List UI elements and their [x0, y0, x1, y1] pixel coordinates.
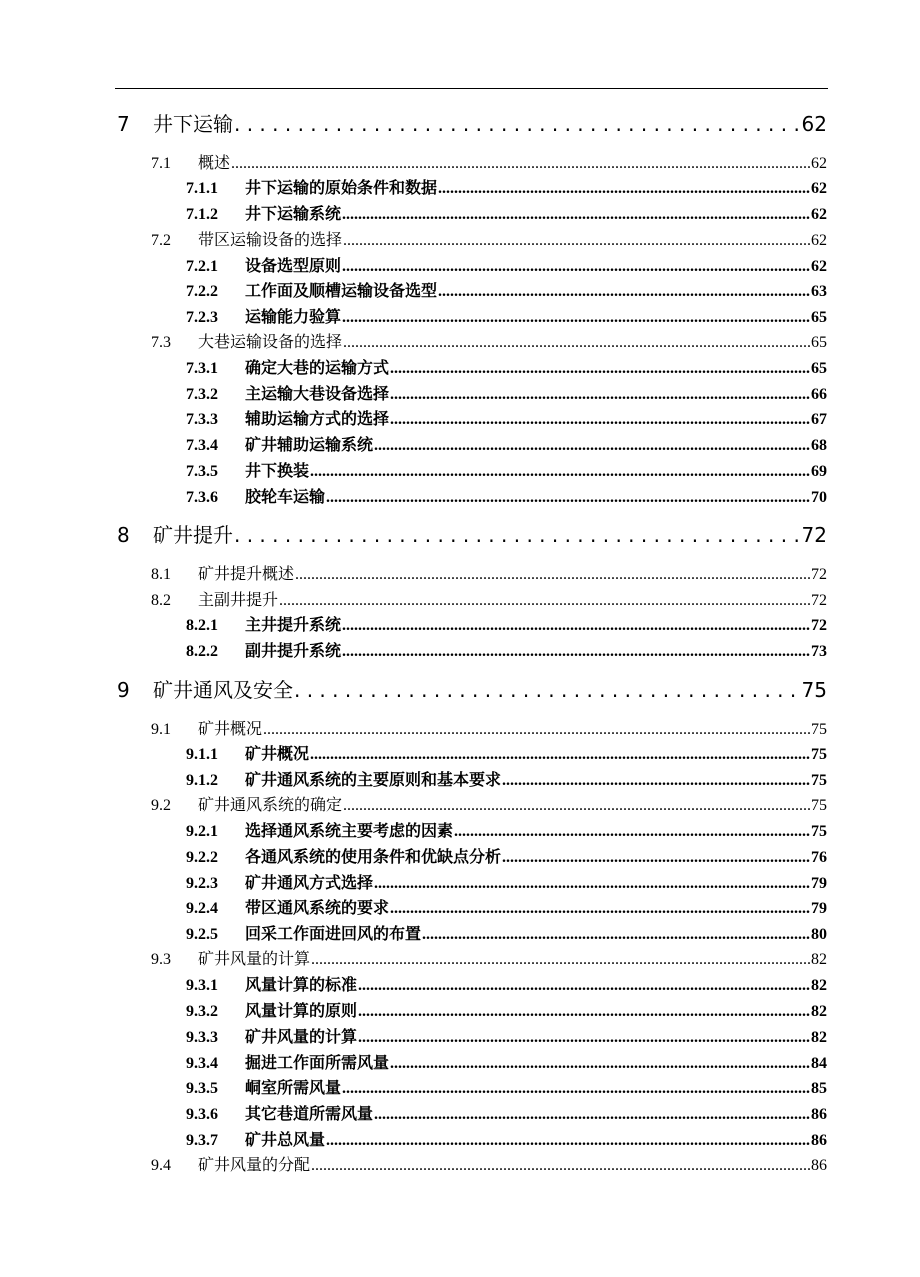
toc-entry-page-number: 86: [811, 1157, 827, 1174]
toc-entry-page-number: 82: [811, 951, 827, 968]
toc-entry-page-number: 79: [811, 900, 827, 917]
toc-entry-title: 大巷运输设备的选择: [198, 334, 343, 351]
toc-entry-page-number: 66: [811, 386, 827, 403]
toc-entry-level3[interactable]: [186, 432, 827, 455]
toc-entry-page-number: 72: [811, 566, 827, 583]
toc-entry-level3[interactable]: [186, 355, 827, 378]
toc-entry-level3[interactable]: [186, 1050, 827, 1073]
toc-entry-title: 井下运输: [153, 112, 233, 136]
toc-entry-number: 8.2.1: [186, 617, 218, 634]
toc-entry-page-number: 62: [811, 232, 827, 249]
toc-entry-level3[interactable]: [186, 844, 827, 867]
toc-dot-leader: [390, 411, 810, 429]
toc-entry-level2[interactable]: [151, 227, 827, 250]
toc-entry-level3[interactable]: [186, 895, 827, 918]
toc-entry-level3[interactable]: [186, 612, 827, 635]
toc-dot-leader: [311, 951, 810, 969]
toc-entry-number: 9.1.2: [186, 772, 218, 789]
toc-entry-level3[interactable]: [186, 381, 827, 404]
toc-entry-page-number: 86: [811, 1132, 827, 1149]
toc-dot-leader: [358, 1003, 810, 1021]
toc-entry-level3[interactable]: [186, 638, 827, 661]
toc-entry-number: 7.3: [151, 334, 171, 351]
toc-entry-number: 9.3.3: [186, 1029, 218, 1046]
toc-dot-leader: [358, 1029, 810, 1047]
toc-entry-page-number: 79: [811, 875, 827, 892]
toc-entry-page-number: 65: [811, 360, 827, 377]
toc-entry-title: 概述: [198, 155, 231, 172]
toc-dot-leader: [390, 386, 810, 404]
toc-entry-number: 7.3.2: [186, 386, 218, 403]
toc-entry-level3[interactable]: [186, 1101, 827, 1124]
toc-entry-level3[interactable]: [186, 818, 827, 841]
toc-entry-level3[interactable]: [186, 406, 827, 429]
toc-entry-title: 矿井通风方式选择: [245, 875, 374, 892]
toc-dot-leader: [374, 875, 810, 893]
toc-dot-leader: [343, 797, 810, 815]
toc-entry-level3[interactable]: [186, 484, 827, 507]
toc-entry-number: 8.1: [151, 566, 171, 583]
toc-entry-level3[interactable]: [186, 253, 827, 276]
toc-dot-leader: [454, 823, 810, 841]
toc-entry-title: 带区运输设备的选择: [198, 232, 343, 249]
toc-entry-title: 井下换装: [245, 463, 310, 480]
toc-entry-page-number: 62: [811, 258, 827, 275]
toc-dot-leader: [502, 772, 810, 790]
toc-dot-leader: [342, 206, 810, 224]
toc-entry-number: 7.2.2: [186, 283, 218, 300]
toc-entry-number: 7: [117, 112, 130, 136]
toc-entry-level2[interactable]: [151, 792, 827, 815]
toc-entry-title: 矿井概况: [198, 721, 263, 738]
toc-entry-number: 9.2.3: [186, 875, 218, 892]
toc-dot-leader: [231, 155, 810, 173]
toc-entry-title: 矿井风量的计算: [245, 1029, 358, 1046]
toc-entry-number: 7.1.2: [186, 206, 218, 223]
toc-entry-level2[interactable]: [151, 150, 827, 173]
toc-entry-title: 带区通风系统的要求: [245, 900, 390, 917]
toc-entry-title: 回采工作面进回风的布置: [245, 926, 422, 943]
toc-entry-title: 风量计算的标准: [245, 977, 358, 994]
toc-entry-page-number: 76: [811, 849, 827, 866]
toc-entry-number: 9.3.5: [186, 1080, 218, 1097]
toc-dot-leader: [374, 437, 810, 455]
toc-entry-title: 辅助运输方式的选择: [245, 411, 390, 428]
toc-entry-page-number: 69: [811, 463, 827, 480]
toc-entry-title: 主副井提升: [198, 592, 279, 609]
toc-entry-level2[interactable]: [151, 329, 827, 352]
toc-entry-title: 设备选型原则: [245, 258, 342, 275]
toc-entry-title: 矿井辅助运输系统: [245, 437, 374, 454]
toc-dot-leader: [438, 283, 810, 301]
toc-dot-leader: [310, 746, 810, 764]
toc-dot-leader: [438, 180, 810, 198]
toc-entry-page-number: 80: [811, 926, 827, 943]
toc-entry-title: 掘进工作面所需风量: [245, 1055, 390, 1072]
toc-entry-title: 主运输大巷设备选择: [245, 386, 390, 403]
toc-entry-level3[interactable]: [186, 175, 827, 198]
toc-entry-number: 7.2.3: [186, 309, 218, 326]
toc-entry-title: 矿井风量的计算: [198, 951, 311, 968]
toc-entry-level3[interactable]: [186, 998, 827, 1021]
toc-entry-title: 矿井风量的分配: [198, 1157, 311, 1174]
toc-entry-level3[interactable]: [186, 921, 827, 944]
toc-entry-level2[interactable]: [151, 946, 827, 969]
toc-entry-level3[interactable]: [186, 201, 827, 224]
toc-entry-title: 矿井总风量: [245, 1132, 326, 1149]
toc-dot-leader: [342, 643, 810, 661]
toc-entry-number: 9.2.5: [186, 926, 218, 943]
toc-entry-title: 矿井通风系统的主要原则和基本要求: [245, 772, 502, 789]
toc-entry-number: 7.2: [151, 232, 171, 249]
toc-dot-leader: [342, 1080, 810, 1098]
toc-entry-title: 选择通风系统主要考虑的因素: [245, 823, 454, 840]
toc-entry-level3[interactable]: [186, 741, 827, 764]
toc-dot-leader: [374, 1106, 810, 1124]
toc-entry-page-number: 62: [811, 206, 827, 223]
toc-entry-number: 7.1.1: [186, 180, 218, 197]
toc-entry-page-number: 75: [811, 823, 827, 840]
toc-entry-number: 9.3.1: [186, 977, 218, 994]
toc-dot-leader: [390, 360, 810, 378]
toc-entry-page-number: 63: [811, 283, 827, 300]
toc-entry-page-number: 75: [811, 721, 827, 738]
toc-entry-page-number: 75: [811, 746, 827, 763]
toc-entry-title: 确定大巷的运输方式: [245, 360, 390, 377]
toc-entry-page-number: 70: [811, 489, 827, 506]
toc-entry-page-number: 82: [811, 1003, 827, 1020]
toc-entry-page-number: 82: [811, 1029, 827, 1046]
toc-entry-number: 7.2.1: [186, 258, 218, 275]
toc-entry-number: 9.2.2: [186, 849, 218, 866]
toc-dot-leader: [502, 849, 810, 867]
toc-entry-page-number: 73: [811, 643, 827, 660]
toc-dot-leader: [422, 926, 810, 944]
toc-entry-number: 9.2.4: [186, 900, 218, 917]
toc-entry-page-number: 86: [811, 1106, 827, 1123]
toc-entry-number: 9.3.4: [186, 1055, 218, 1072]
toc-entry-level2[interactable]: [151, 1152, 827, 1175]
toc-entry-number: 7.1: [151, 155, 171, 172]
toc-dot-leader: [295, 566, 810, 584]
toc-dot-leader: [326, 489, 810, 507]
toc-entry-number: 9.4: [151, 1157, 171, 1174]
toc-dot-leader: [342, 617, 810, 635]
toc-entry-level3[interactable]: [186, 1075, 827, 1098]
toc-entry-page-number: 62: [811, 180, 827, 197]
toc-entry-number: 9.2.1: [186, 823, 218, 840]
toc-entry-page-number: 62: [801, 112, 827, 136]
toc-dot-leader: [390, 900, 810, 918]
toc-entry-page-number: 84: [811, 1055, 827, 1072]
toc-entry-title: 副井提升系统: [245, 643, 342, 660]
toc-entry-level1[interactable]: [117, 519, 827, 548]
toc-entry-page-number: 82: [811, 977, 827, 994]
toc-entry-number: 7.3.1: [186, 360, 218, 377]
toc-dot-leader: [263, 721, 810, 739]
toc-entry-title: 各通风系统的使用条件和优缺点分析: [245, 849, 502, 866]
toc-entry-title: 其它巷道所需风量: [245, 1106, 374, 1123]
toc-entry-level3[interactable]: [186, 1127, 827, 1150]
toc-entry-title: 矿井通风及安全: [153, 678, 293, 702]
header-rule: [115, 88, 828, 89]
toc-entry-number: 8.2.2: [186, 643, 218, 660]
toc-dot-leader: [358, 977, 810, 995]
toc-entry-number: 9.1: [151, 721, 171, 738]
toc-entry-number: 7.3.3: [186, 411, 218, 428]
toc-entry-page-number: 75: [801, 678, 827, 702]
toc-entry-title: 井下运输的原始条件和数据: [245, 180, 438, 197]
toc-dot-leader: [294, 678, 801, 702]
toc-entry-number: 8: [117, 523, 130, 547]
toc-entry-title: 工作面及顺槽运输设备选型: [245, 283, 438, 300]
toc-entry-number: 9.1.1: [186, 746, 218, 763]
toc-entry-page-number: 75: [811, 772, 827, 789]
toc-dot-leader: [234, 112, 801, 136]
toc-entry-level3[interactable]: [186, 972, 827, 995]
toc-entry-number: 9.3: [151, 951, 171, 968]
toc-entry-page-number: 65: [811, 334, 827, 351]
toc-dot-leader: [326, 1132, 810, 1150]
toc-entry-number: 8.2: [151, 592, 171, 609]
toc-entry-number: 7.3.4: [186, 437, 218, 454]
toc-dot-leader: [390, 1055, 810, 1073]
toc-entry-number: 9.3.2: [186, 1003, 218, 1020]
toc-entry-title: 井下运输系统: [245, 206, 342, 223]
toc-entry-page-number: 72: [811, 592, 827, 609]
toc-entry-title: 运输能力验算: [245, 309, 342, 326]
toc-dot-leader: [343, 334, 810, 352]
toc-entry-number: 7.3.5: [186, 463, 218, 480]
toc-entry-page-number: 72: [801, 523, 827, 547]
toc-entry-page-number: 72: [811, 617, 827, 634]
toc-entry-number: 9.2: [151, 797, 171, 814]
toc-entry-level2[interactable]: [151, 587, 827, 610]
toc-entry-title: 矿井提升概述: [198, 566, 295, 583]
toc-entry-number: 7.3.6: [186, 489, 218, 506]
toc-entry-level1[interactable]: [117, 674, 827, 703]
toc-dot-leader: [310, 463, 810, 481]
toc-entry-title: 矿井提升: [153, 523, 233, 547]
toc-entry-title: 风量计算的原则: [245, 1003, 358, 1020]
toc-entry-number: 9.3.6: [186, 1106, 218, 1123]
toc-entry-page-number: 65: [811, 309, 827, 326]
toc-dot-leader: [311, 1157, 810, 1175]
toc-entry-number: 9.3.7: [186, 1132, 218, 1149]
toc-entry-page-number: 85: [811, 1080, 827, 1097]
toc-dot-leader: [342, 258, 810, 276]
toc-entry-title: 胶轮车运输: [245, 489, 326, 506]
toc-entry-title: 矿井通风系统的确定: [198, 797, 343, 814]
toc-entry-level3[interactable]: [186, 278, 827, 301]
toc-entry-level3[interactable]: [186, 1024, 827, 1047]
toc-entry-page-number: 62: [811, 155, 827, 172]
toc-entry-level2[interactable]: [151, 561, 827, 584]
toc-entry-level2[interactable]: [151, 716, 827, 739]
toc-dot-leader: [234, 523, 801, 547]
toc-entry-title: 主井提升系统: [245, 617, 342, 634]
toc-dot-leader: [342, 309, 810, 327]
toc-entry-number: 9: [117, 678, 130, 702]
toc-dot-leader: [343, 232, 810, 250]
toc-entry-level1[interactable]: [117, 108, 827, 137]
toc-dot-leader: [279, 592, 810, 610]
toc-entry-level3[interactable]: [186, 458, 827, 481]
toc-entry-page-number: 75: [811, 797, 827, 814]
toc-entry-level3[interactable]: [186, 870, 827, 893]
toc-entry-page-number: 68: [811, 437, 827, 454]
toc-entry-page-number: 67: [811, 411, 827, 428]
toc-entry-title: 峒室所需风量: [245, 1080, 342, 1097]
toc-entry-title: 矿井概况: [245, 746, 310, 763]
toc-entry-level3[interactable]: [186, 767, 827, 790]
toc-entry-level3[interactable]: [186, 304, 827, 327]
